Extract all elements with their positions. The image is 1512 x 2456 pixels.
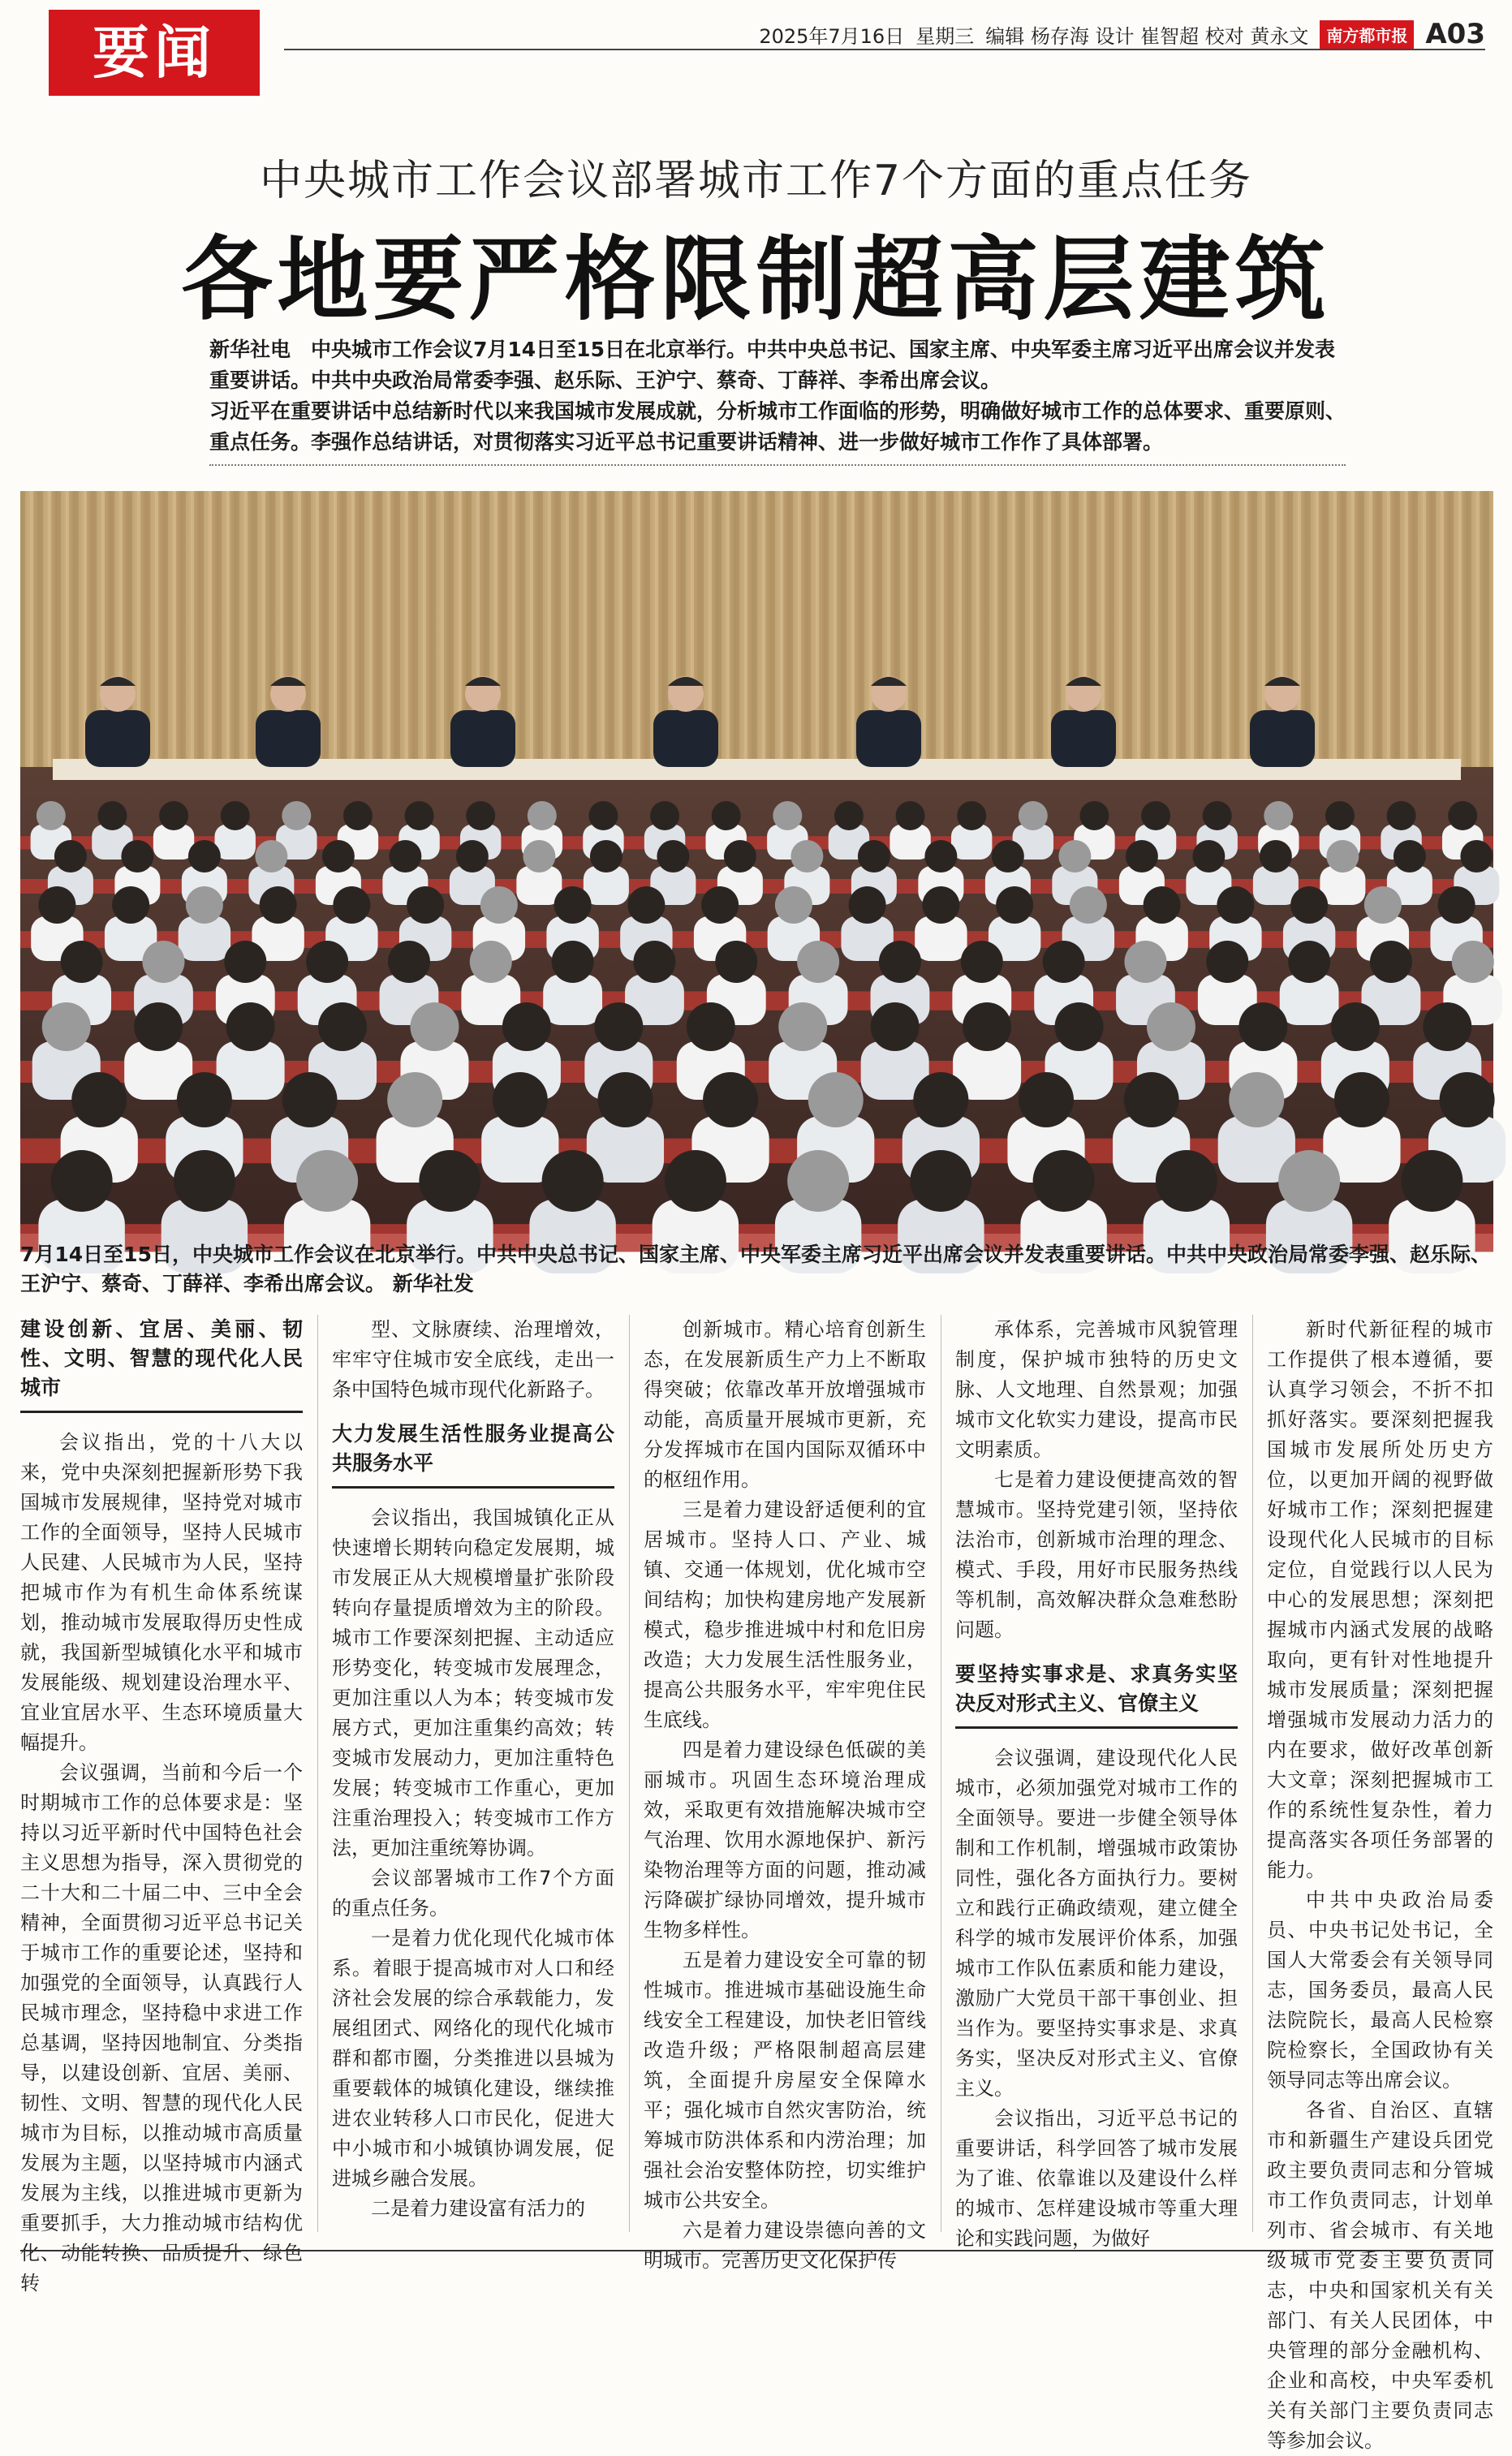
staff-credits: 编辑 杨存海 设计 崔智超 校对 黄永文 [985, 24, 1309, 48]
column-divider [629, 1315, 630, 2232]
masthead [49, 0, 1485, 101]
body-paragraph: 会议强调，当前和今后一个时期城市工作的总体要求是：坚持以习近平新时代中国特色社会主义思想为指导，深入贯彻党的二十大和二十届二中、三中全会精神，全面贯彻习近平总书记关于城市工作的重要论述，坚持和加强党的全面领导，认真践行人民城市理念，坚持稳中求进工作总基调，坚持因地制宜、分类指导，以建设创新、宜居、美丽、韧性、文明、智慧的现代化人民城市为目标，以推动城市高质量发展为主题，以坚持城市内涵式发展为主线，以推进城市更新为重要抓手，大力推动城市结构优化、动能转换、品质提升、绿色转 [20, 1761, 303, 2294]
article-subhead: 中央城市工作会议部署城市工作7个方面的重点任务 [259, 157, 1253, 205]
body-paragraph: 一是着力优化现代化城市体系。着眼于提高城市对人口和经济社会发展的综合承载能力，发展组团式、网络化的现代化城市群和都市圈，分类推进以县城为重要载体的城镇化建设，继续推进农业转移人口市民化，促进大中小城市和小城镇协调发展，促进城乡融合发展。 [332, 1927, 614, 2190]
column-2 [332, 1315, 614, 2232]
column-divider [317, 1315, 318, 2232]
meeting-photo-illustration [20, 491, 1493, 1234]
section-heading: 要坚持实事求是、求真务实坚决反对形式主义、官僚主义 [955, 1660, 1238, 1729]
brand-logo: 南方都市报 [1320, 20, 1414, 49]
lead-paragraph: 习近平在重要讲话中总结新时代以来我国城市发展成就，分析城市工作面临的形势，明确做好城市工作的总体要求、重要原则、重点任务。李强作总结讲话，对贯彻落实习近平总书记重要讲话精神、进一步做好城市工作作了具体部署。 [209, 399, 1346, 454]
body-paragraph: 会议部署城市工作7个方面的重点任务。 [332, 1867, 614, 1920]
body-paragraph: 创新城市。精心培育创新生态，在发展新质生产力上不断取得突破；依靠改革开放增强城市动能，高质量开展城市更新，充分发挥城市在国内国际双循环中的枢纽作用。 [644, 1318, 926, 1491]
column-5 [1267, 1315, 1493, 2452]
body-paragraph: 承体系，完善城市风貌管理制度，保护城市独特的历史文脉、人文地理、自然景观；加强城市文化软实力建设，提高市民文明素质。 [955, 1318, 1238, 1461]
body-paragraph: 三是着力建设舒适便利的宜居城市。坚持人口、产业、城镇、交通一体规划，优化城市空间结构；加快构建房地产发展新模式，稳步推进城中村和危旧房改造；大力发展生活性服务业，提高公共服务水平，牢牢兜住民生底线。 [644, 1498, 926, 1731]
body-paragraph: 会议强调，建设现代化人民城市，必须加强党对城市工作的全面领导。要进一步健全领导体制和工作机制，增强城市政策协同性，强化各方面执行力。要树立和践行正确政绩观，建立健全科学的城市发展评价体系，加强城市工作队伍素质和能力建设，激励广大党员干部干事创业、担当作为。要坚持实事求是、求真务实，坚决反对形式主义、官僚主义。 [955, 1747, 1238, 2100]
column-divider [1252, 1315, 1253, 2232]
section-heading: 建设创新、宜居、美丽、韧性、文明、智慧的现代化人民城市 [20, 1315, 303, 1413]
lead-paragraph: 新华社电 中央城市工作会议7月14日至15日在北京举行。中共中央总书记、国家主席、中央军委主席习近平出席会议并发表重要讲话。中共中央政治局常委李强、赵乐际、王沪宁、蔡奇、丁薛祥、李希出席会议。 [209, 338, 1335, 392]
article-headline: 各地要严格限制超高层建筑 [181, 227, 1331, 333]
section-heading: 大力发展生活性服务业提高公共服务水平 [332, 1420, 614, 1489]
section-badge: 要闻 [49, 10, 260, 96]
body-paragraph: 七是着力建设便捷高效的智慧城市。坚持党建引领，坚持依法治市，创新城市治理的理念、模式、手段，用好市民服务热线等机制，高效解决群众急难愁盼问题。 [955, 1468, 1238, 1641]
body-paragraph: 型、文脉赓续、治理增效，牢牢守住城市安全底线，走出一条中国特色城市现代化新路子。 [332, 1318, 614, 1401]
body-paragraph: 会议指出，我国城镇化正从快速增长期转向稳定发展期，城市发展正从大规模增量扩张阶段转向存量提质增效为主的阶段。城市工作要深刻把握、主动适应形势变化，转变城市发展理念，更加注重以人为本；转变城市发展方式，更加注重集约高效；转变城市发展动力，更加注重特色发展；转变城市工作重心，更加注重治理投入；转变城市工作方法，更加注重统筹协调。 [332, 1506, 614, 1859]
article-lead [209, 334, 1346, 458]
column-3 [644, 1315, 926, 2272]
lead-divider [209, 464, 1346, 466]
body-paragraph: 中共中央政治局委员、中央书记处书记，全国人大常委会有关领导同志，国务委员，最高人民法院院长，最高人民检察院检察长，全国政协有关领导同志等出席会议。 [1267, 1889, 1493, 2092]
column-1 [20, 1315, 303, 2294]
meeting-photo [20, 491, 1493, 1234]
issue-date: 2025年7月16日 [759, 24, 905, 48]
page-number: A03 [1425, 18, 1485, 50]
body-paragraph: 新时代新征程的城市工作提供了根本遵循，要认真学习领会，不折不扣抓好落实。要深刻把握我国城市发展所处历史方位，以更加开阔的视野做好城市工作；深刻把握建设现代化人民城市的目标定位，自觉践行以人民为中心的发展思想；深刻把握城市内涵式发展的战略取向，更有针对性地提升城市发展质量；深刻把握增强城市发展动力活力的内在要求，做好改革创新大文章；深刻把握城市工作的系统性复杂性，着力提高落实各项任务部署的能力。 [1267, 1318, 1493, 1881]
body-paragraph: 六是着力建设崇德向善的文明城市。完善历史文化保护传 [644, 2219, 926, 2272]
body-paragraph: 会议指出，习近平总书记的重要讲话，科学回答了城市发展为了谁、依靠谁以及建设什么样的城市、怎样建设城市等重大理论和实践问题，为做好 [955, 2107, 1238, 2250]
photo-caption: 7月14日至15日，中央城市工作会议在北京举行。中共中央总书记、国家主席、中央军委主席习近平出席会议并发表重要讲话。中共中央政治局常委李强、赵乐际、王沪宁、蔡奇、丁薛祥、李希出席会议。 新华社发 [20, 1243, 1491, 1295]
issue-meta [759, 18, 1485, 50]
column-4 [955, 1315, 1238, 2250]
body-paragraph: 五是着力建设安全可靠的韧性城市。推进城市基础设施生命线安全工程建设，加快老旧管线改造升级；严格限制超高层建筑，全面提升房屋安全保障水平；强化城市自然灾害防治，统筹城市防洪体系和内涝治理；加强社会治安整体防控，切实维护城市公共安全。 [644, 1949, 926, 2212]
article-body [20, 1315, 1493, 2452]
footer-rule [20, 2250, 1493, 2251]
body-paragraph: 各省、自治区、直辖市和新疆生产建设兵团党政主要负责同志和分管城市工作负责同志，计划单列市、省会城市、有关地级城市党委主要负责同志，中央和国家机关有关部门、有关人民团体，中央管理的部分金融机构、企业和高校，中央军委机关有关部门主要负责同志等参加会议。 [1267, 2099, 1493, 2452]
issue-weekday: 星期三 [915, 24, 975, 48]
body-paragraph: 二是着力建设富有活力的 [371, 2197, 585, 2220]
body-paragraph: 会议指出，党的十八大以来，党中央深刻把握新形势下我国城市发展规律，坚持党对城市工作的全面领导，坚持人民城市人民建、人民城市为人民，坚持把城市作为有机生命体系统谋划，推动城市发展取得历史性成就，我国新型城镇化水平和城市发展能级、规划建设治理水平、宜业宜居水平、生态环境质量大幅提升。 [20, 1431, 303, 1754]
body-paragraph: 四是着力建设绿色低碳的美丽城市。巩固生态环境治理成效，采取更有效措施解决城市空气治理、饮用水源地保护、新污染物治理等方面的问题，推动减污降碳扩绿协同增效，提升城市生物多样性。 [644, 1739, 926, 1941]
